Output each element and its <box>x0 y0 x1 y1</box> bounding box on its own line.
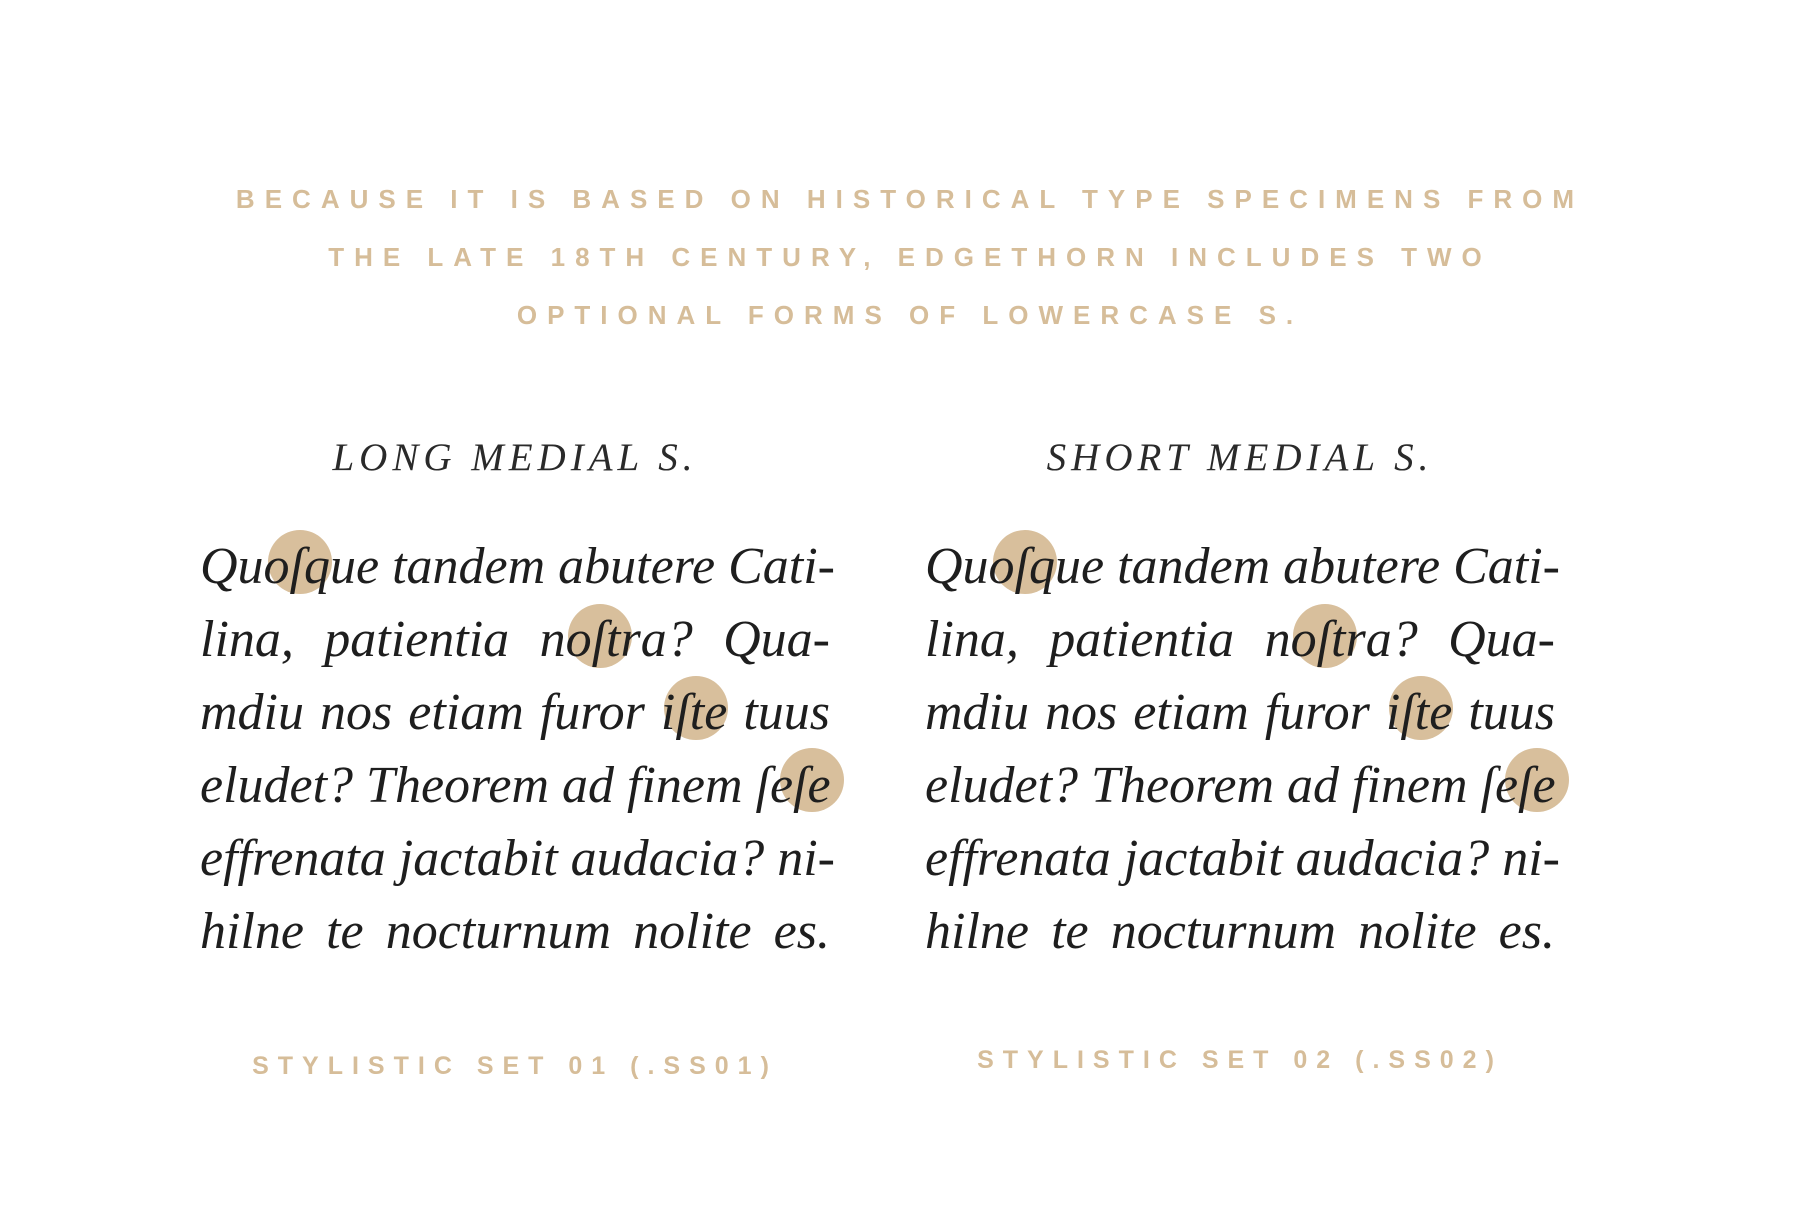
text-line: mdiu nos etiam furor iſte tuus <box>925 684 1555 741</box>
intro-line: OPTIONAL FORMS OF LOWERCASE S. <box>516 300 1304 330</box>
column-heading: LONG MEDIAL S. <box>332 436 698 479</box>
long-medial-s-column <box>200 435 860 968</box>
text-line: lina, patientia noſtra? Qua- <box>200 611 830 668</box>
text-line: hilne te nocturnum nolite es. <box>200 903 830 960</box>
short-medial-s-column <box>925 435 1585 968</box>
text-line: eludet? Theorem ad finem ſeſe <box>200 757 831 814</box>
stylistic-set-01-label: STYLISTIC SET 01 (.SS01) <box>252 1052 778 1080</box>
text-line: mdiu nos etiam furor iſte tuus <box>200 684 830 741</box>
text-line: lina, patientia noſtra? Qua- <box>925 611 1555 668</box>
stylistic-set-02-label: STYLISTIC SET 02 (.SS02) <box>977 1046 1503 1074</box>
intro-line: BECAUSE IT IS BASED ON HISTORICAL TYPE SPECIMENS FROM <box>235 184 1585 214</box>
intro-text <box>160 170 1660 344</box>
text-line: Quoſque tandem abutere Cati- <box>925 538 1560 595</box>
sample-paragraph <box>200 530 835 968</box>
text-line: effrenata jactabit audacia? ni- <box>925 830 1560 887</box>
text-line: Quoſque tandem abutere Cati- <box>200 538 835 595</box>
sample-paragraph <box>925 530 1560 968</box>
text-line: hilne te nocturnum nolite es. <box>925 903 1555 960</box>
column-heading: SHORT MEDIAL S. <box>1046 436 1434 479</box>
text-line: eludet? Theorem ad finem ſeſe <box>925 757 1556 814</box>
intro-line: THE LATE 18TH CENTURY, EDGETHORN INCLUDES TWO <box>328 242 1492 272</box>
text-line: effrenata jactabit audacia? ni- <box>200 830 835 887</box>
